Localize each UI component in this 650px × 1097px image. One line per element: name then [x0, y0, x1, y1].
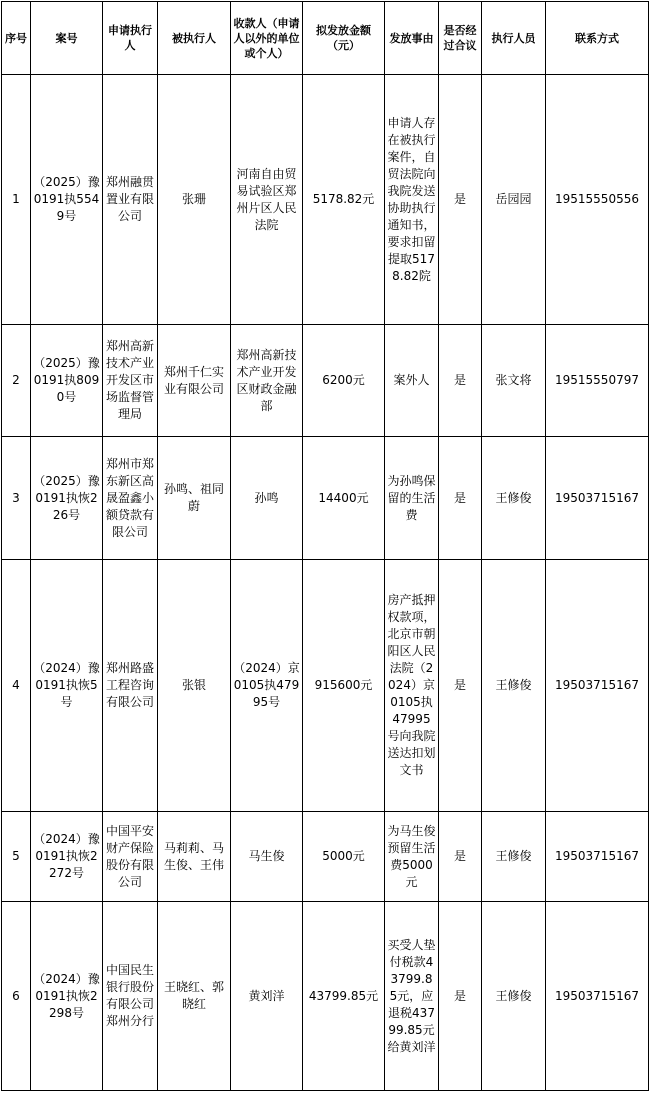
header-index: 序号	[2, 2, 31, 75]
cell-officer: 王修俊	[482, 437, 546, 560]
cell-index: 2	[2, 325, 31, 437]
cell-reason: 为马生俊预留生活费5000元	[385, 812, 439, 902]
header-respondent: 被执行人	[158, 2, 231, 75]
cell-respondent: 张银	[158, 560, 231, 812]
cell-case-no: （2024）豫0191执恢2298号	[31, 902, 103, 1091]
header-applicant: 申请执行人	[103, 2, 158, 75]
header-reason: 发放事由	[385, 2, 439, 75]
cell-payee: （2024）京0105执47995号	[231, 560, 303, 812]
cell-reason: 申请人存在被执行案件，自贸法院向我院发送协助执行通知书，要求扣留提取5178.82院	[385, 75, 439, 325]
cell-applicant: 中国平安财产保险股份有限公司	[103, 812, 158, 902]
cell-officer: 王修俊	[482, 902, 546, 1091]
cell-payee: 河南自由贸易试验区郑州片区人民法院	[231, 75, 303, 325]
cell-index: 6	[2, 902, 31, 1091]
table-row	[2, 560, 649, 812]
cell-amount: 6200元	[303, 325, 385, 437]
cell-meeting: 是	[439, 902, 482, 1091]
cell-contact: 19503715167	[546, 437, 649, 560]
cell-contact: 19515550556	[546, 75, 649, 325]
cell-payee: 郑州高新技术产业开发区财政金融部	[231, 325, 303, 437]
cell-applicant: 郑州市郑东新区高晟盈鑫小额贷款有限公司	[103, 437, 158, 560]
cell-reason: 房产抵押权款项，北京市朝阳区人民法院（2024）京0105执47995号向我院送达扣划文书	[385, 560, 439, 812]
cell-amount: 43799.85元	[303, 902, 385, 1091]
table-row	[2, 902, 649, 1091]
cell-payee: 黄刘洋	[231, 902, 303, 1091]
cell-contact: 19503715167	[546, 560, 649, 812]
cell-amount: 5000元	[303, 812, 385, 902]
cell-meeting: 是	[439, 325, 482, 437]
cell-applicant: 中国民生银行股份有限公司郑州分行	[103, 902, 158, 1091]
cell-index: 4	[2, 560, 31, 812]
header-case-no: 案号	[31, 2, 103, 75]
cell-reason: 买受人垫付税款43799.85元，应退税43799.85元给黄刘洋	[385, 902, 439, 1091]
cell-reason: 为孙鸣保留的生活费	[385, 437, 439, 560]
cell-respondent: 马莉莉、马生俊、王伟	[158, 812, 231, 902]
cell-amount: 915600元	[303, 560, 385, 812]
table-row	[2, 812, 649, 902]
cell-reason: 案外人	[385, 325, 439, 437]
cell-meeting: 是	[439, 75, 482, 325]
table-row	[2, 325, 649, 437]
cell-amount: 14400元	[303, 437, 385, 560]
cell-officer: 王修俊	[482, 560, 546, 812]
cell-contact: 19503715167	[546, 902, 649, 1091]
cell-index: 1	[2, 75, 31, 325]
header-amount: 拟发放金额（元）	[303, 2, 385, 75]
cell-contact: 19515550797	[546, 325, 649, 437]
cell-payee: 孙鸣	[231, 437, 303, 560]
cell-applicant: 郑州路盛工程咨询有限公司	[103, 560, 158, 812]
cell-respondent: 张珊	[158, 75, 231, 325]
disbursement-table	[1, 1, 649, 1091]
cell-meeting: 是	[439, 812, 482, 902]
cell-meeting: 是	[439, 437, 482, 560]
cell-officer: 张文将	[482, 325, 546, 437]
cell-case-no: （2024）豫0191执恢5号	[31, 560, 103, 812]
cell-respondent: 王晓红、郭晓红	[158, 902, 231, 1091]
header-contact: 联系方式	[546, 2, 649, 75]
cell-officer: 王修俊	[482, 812, 546, 902]
header-payee: 收款人（申请人以外的单位或个人）	[231, 2, 303, 75]
cell-respondent: 郑州千仁实业有限公司	[158, 325, 231, 437]
cell-applicant: 郑州融贯置业有限公司	[103, 75, 158, 325]
cell-case-no: （2025）豫0191执5549号	[31, 75, 103, 325]
table-row	[2, 75, 649, 325]
cell-index: 3	[2, 437, 31, 560]
cell-meeting: 是	[439, 560, 482, 812]
header-officer: 执行人员	[482, 2, 546, 75]
table-row	[2, 437, 649, 560]
header-meeting: 是否经过合议	[439, 2, 482, 75]
cell-contact: 19503715167	[546, 812, 649, 902]
cell-case-no: （2025）豫0191执恢226号	[31, 437, 103, 560]
cell-index: 5	[2, 812, 31, 902]
cell-payee: 马生俊	[231, 812, 303, 902]
cell-case-no: （2024）豫0191执恢2272号	[31, 812, 103, 902]
cell-respondent: 孙鸣、祖同蔚	[158, 437, 231, 560]
header-row	[2, 2, 649, 75]
cell-applicant: 郑州高新技术产业开发区市场监督管理局	[103, 325, 158, 437]
cell-officer: 岳园园	[482, 75, 546, 325]
cell-amount: 5178.82元	[303, 75, 385, 325]
cell-case-no: （2025）豫0191执8090号	[31, 325, 103, 437]
